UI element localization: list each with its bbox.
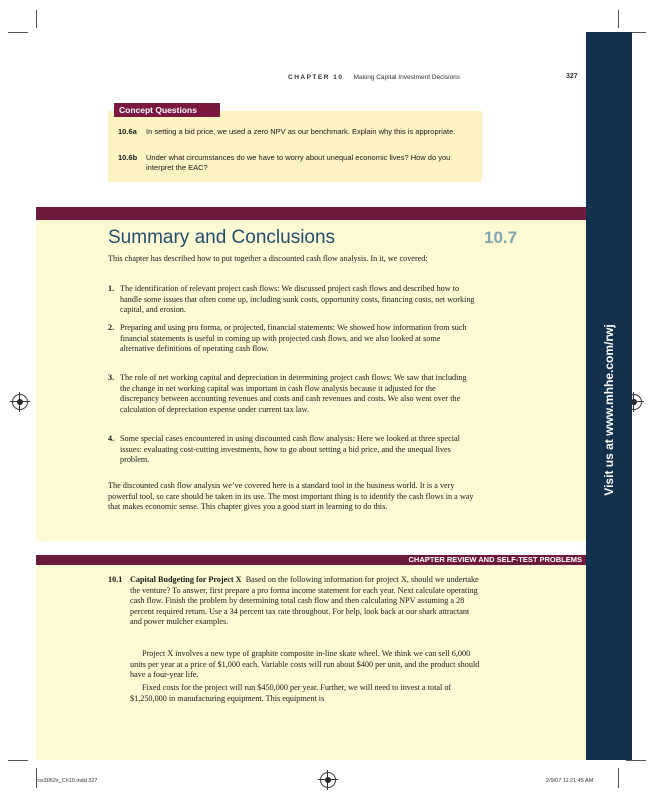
question-number: 10.6b <box>118 153 138 162</box>
problem-number: 10.1 <box>108 575 123 584</box>
list-number: 2. <box>108 323 115 332</box>
registration-mark-icon <box>320 772 336 788</box>
concept-question <box>118 153 478 172</box>
chapter-label: CHAPTER 10 <box>288 74 344 81</box>
section-number: 10.7 <box>484 228 518 247</box>
crop-mark <box>8 32 28 33</box>
question-text: In setting a bid price, we used a zero NPV as our benchmark. Explain why this is appropriate. <box>146 127 456 136</box>
problem-paragraph: Fixed costs for the project will run $450,000 per year. Further, we will need to invest a total of $1,250,000 in manufacturing equipment. This equipment is <box>130 683 452 703</box>
list-number: 3. <box>108 373 115 382</box>
section-divider-bar <box>36 207 586 220</box>
problem <box>108 575 480 628</box>
concept-questions-title: Concept Questions <box>114 103 220 117</box>
list-text: The role of net working capital and depreciation in determining project cash flows: We saw that including the change in net working capital was important in cash flow analysis because it adjusted for the discrepancy between accounting revenues and costs and cash revenues and costs. We also went over the calculation of depreciation expense under current tax law. <box>120 373 467 414</box>
section-title: Summary and Conclusions <box>108 227 336 248</box>
list-text: Some special cases encountered in using discounted cash flow analysis: Here we looked at three special issues: evaluating cost-cutting investments, how to go about setting a bid price, and the unequal lives problem. <box>120 434 460 465</box>
problem-continuation <box>108 649 480 681</box>
crop-mark <box>8 760 28 761</box>
list-item <box>108 373 476 415</box>
list-number: 4. <box>108 434 115 443</box>
chapter-title: Making Capital Investment Decisions <box>353 74 461 81</box>
running-header <box>288 74 460 81</box>
crop-mark <box>626 760 646 761</box>
list-text: The identification of relevant project cash flows: We discussed project cash flows and described how to handle some issues that often come up, including sunk costs, opportunity costs, financing costs, net working capital, and erosion. <box>120 284 475 315</box>
question-text: Under what circumstances do we have to worry about unequal economic lives? How do you interpret the EAC? <box>146 153 451 172</box>
problem-title: Capital Budgeting for Project X <box>130 575 242 584</box>
crop-mark <box>36 10 37 28</box>
list-item <box>108 284 476 316</box>
problem-paragraph: Project X involves a new type of graphite composite in-line skate wheel. We think we can sell 6,000 units per year at a price of $1,000 each. Variable costs will run about $400 per unit, and the product should have a four-year life. <box>130 649 480 680</box>
intro-paragraph: This chapter has described how to put together a discounted cash flow analysis. In it, we covered: <box>108 254 428 263</box>
crop-mark <box>618 10 619 28</box>
question-number: 10.6a <box>118 127 137 136</box>
page-number: 327 <box>566 73 578 80</box>
list-item <box>108 323 476 355</box>
list-number: 1. <box>108 284 115 293</box>
problem-paragraph: Based on the following information for project X, should we undertake the venture? To answer, first prepare a pro forma income statement for each year. Next calculate operating cash flow. Finish the problem by determining total cash flow and then calculating NPV assuming a 28 percent required return. Use a 34 percent tax rate throughout. For help, look back at our shark attractant and power mulcher examples. <box>130 575 479 627</box>
footer-filename: ros3062x_Ch10.indd 327 <box>36 778 98 784</box>
registration-mark-icon <box>12 394 28 410</box>
closing-paragraph: The discounted cash flow analysis we’ve covered here is a standard tool in the business world. It is a very powerful tool, so care should be taken in its use. The most important thing is to identify the cash flows in a way that makes economic sense. This chapter gives you a good start in learning to do this. <box>108 481 474 512</box>
crop-mark <box>618 768 619 788</box>
review-header-label: CHAPTER REVIEW AND SELF-TEST PROBLEMS <box>408 555 582 564</box>
list-item <box>108 434 476 466</box>
footer-timestamp: 2/9/07 11:21:45 AM <box>546 778 594 784</box>
problem-continuation <box>108 683 480 704</box>
concept-question <box>118 127 478 137</box>
sidebar-url-text[interactable]: Visit us at www.mhhe.com/rwj <box>602 324 616 496</box>
list-text: Preparing and using pro forma, or projected, financial statements: We showed how information from such financial statements is useful in coming up with projected cash flows, and we also looked at some alternative definitions of operating cash flow. <box>120 323 467 354</box>
